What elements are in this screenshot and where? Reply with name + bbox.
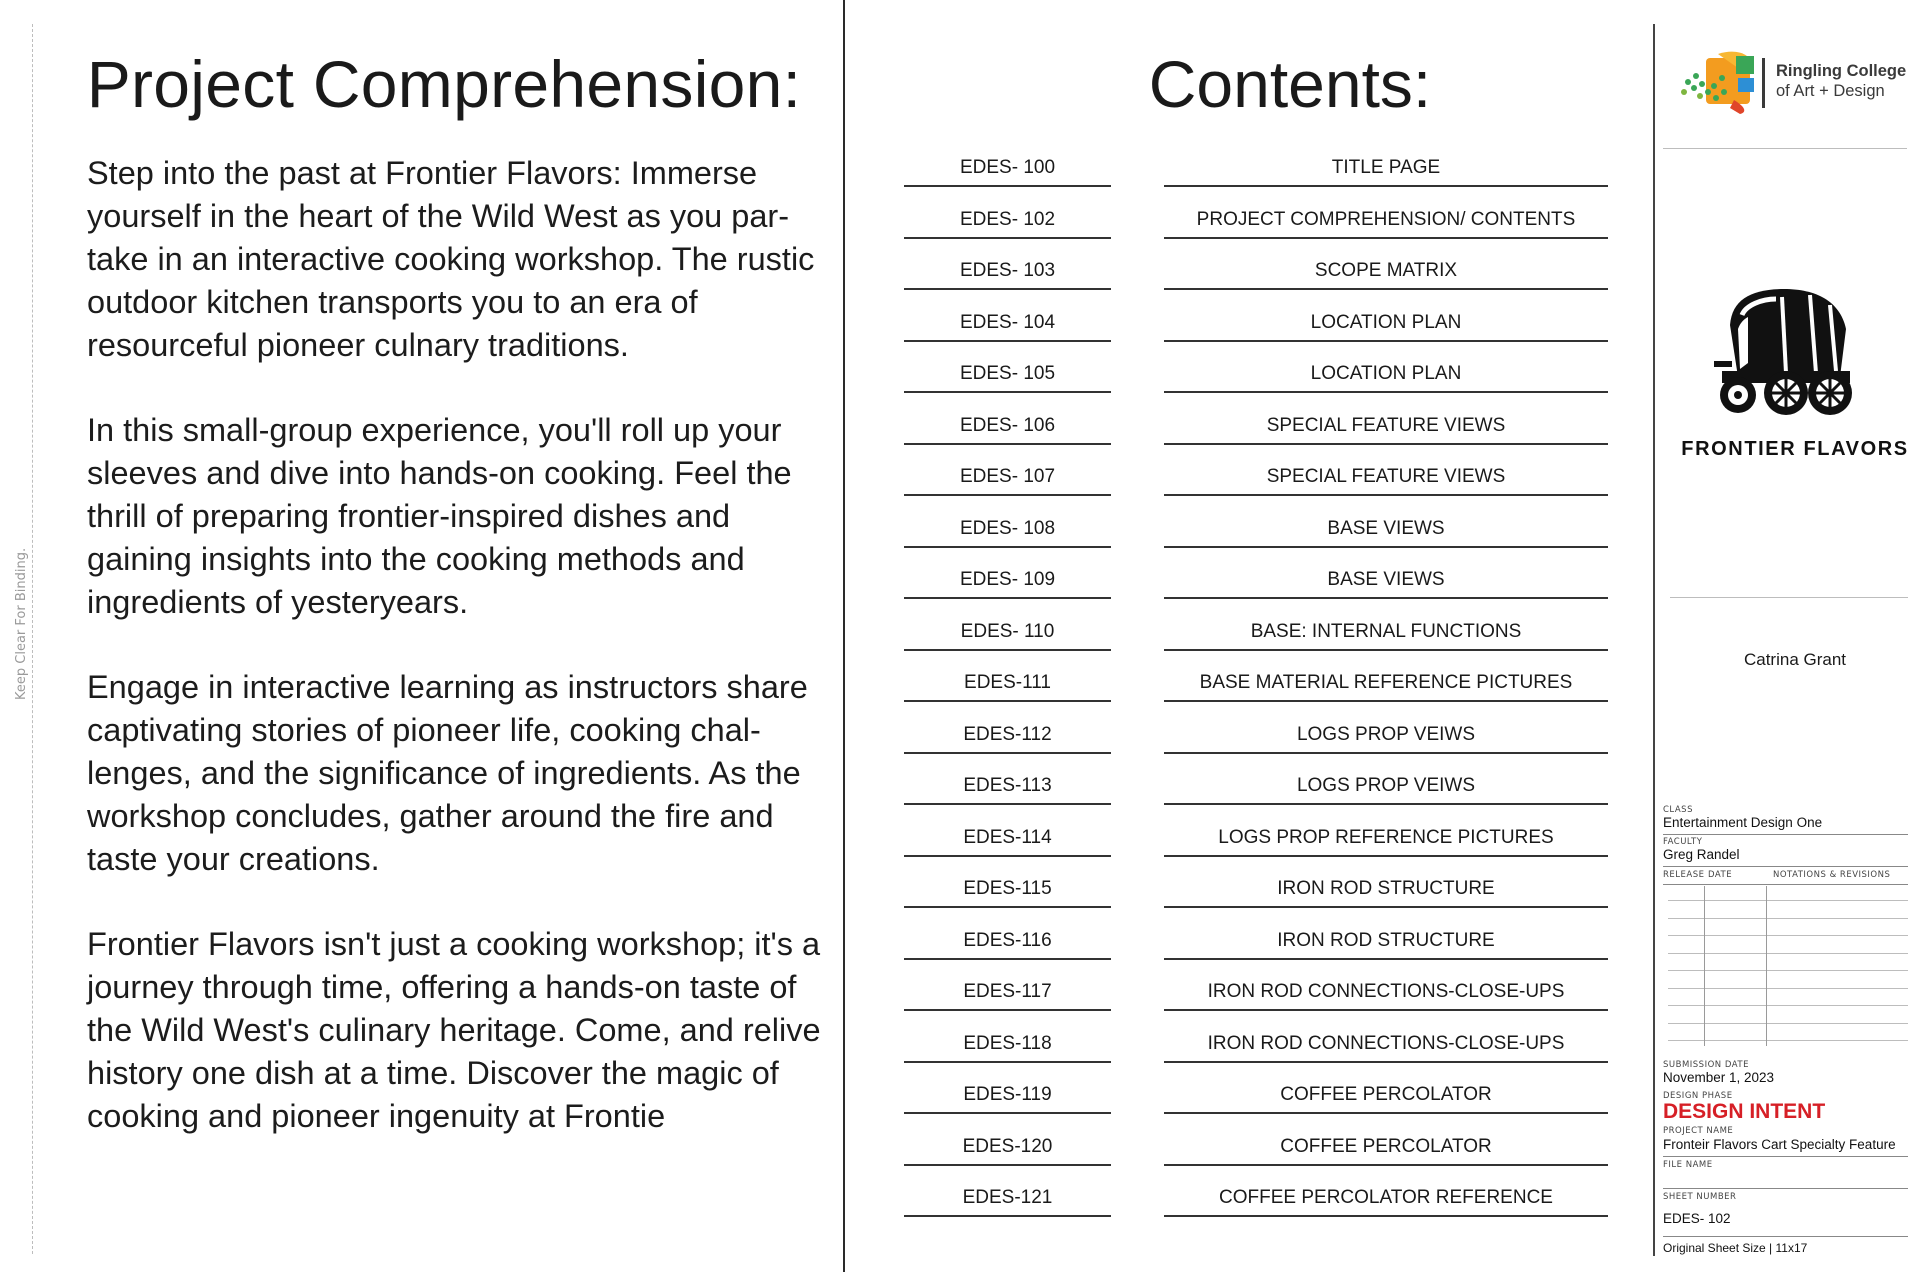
revisions-grid-column [1766,886,1767,1046]
project-comprehension-heading: Project Comprehension: [86,47,802,121]
contents-row [0,517,1620,547]
sheet-code: EDES-120 [962,1135,1053,1157]
sheet-title: IRON ROD STRUCTURE [1277,929,1495,951]
field-rule [1663,1156,1908,1157]
covered-wagon-icon [1712,285,1860,419]
contents-row [0,311,1620,341]
sheet-title: LOGS PROP REFERENCE PICTURES [1218,826,1554,848]
contents-row [0,465,1620,495]
sheet-code: EDES-121 [962,1187,1053,1208]
code-rule [904,803,1111,805]
sheet-code: EDES- 105 [959,363,1056,384]
title-rule [1164,803,1608,805]
sheet-code: EDES- 100 [959,157,1056,178]
title-block-rule [1670,597,1908,598]
sheet-title: LOCATION PLAN [1310,363,1462,384]
contents-row [0,362,1620,392]
contents-row [0,980,1620,1010]
faculty-label: FACULTY [1663,837,1703,847]
ringling-logo-icon [1678,48,1770,116]
sheet-code: EDES-117 [963,981,1052,1002]
sheet-title: IRON ROD CONNECTIONS-CLOSE-UPS [1207,1032,1565,1054]
contents-row [0,620,1620,650]
title-rule [1164,752,1608,754]
title-block-rule [1663,148,1907,149]
contents-row [0,414,1620,444]
title-rule [1164,1164,1608,1166]
sheet-title: PROJECT COMPREHENSION/ CONTENTS [1196,208,1576,230]
paragraph-3: Engage in interactive learning as instructors share captivating stories of pioneer life, cooking chal-lenges, and the significance of ingredients. As the workshop concludes, gather around the fire and taste your creations. [87,669,808,877]
sheet-code: EDES- 106 [959,414,1056,436]
field-rule [1663,1188,1908,1189]
file-name-label: FILE NAME [1663,1160,1713,1170]
project-name-value: Fronteir Flavors Cart Specialty Feature [1663,1137,1896,1152]
sheet-code: EDES-114 [963,826,1052,848]
title-rule [1164,494,1608,496]
title-rule [1164,700,1608,702]
sheet-title: BASE MATERIAL REFERENCE PICTURES [1199,672,1573,693]
code-rule [904,494,1111,496]
project-name-label: PROJECT NAME [1663,1126,1734,1136]
code-rule [904,443,1111,445]
submission-date-label: SUBMISSION DATE [1663,1060,1749,1070]
contents-row [0,208,1620,238]
notations-label: NOTATIONS & REVISIONS [1773,870,1891,880]
sheet-title: TITLE PAGE [1331,157,1441,178]
field-rule [1663,834,1908,835]
sheet-code: EDES- 102 [959,208,1056,230]
contents-row [0,774,1620,804]
title-rule [1164,340,1608,342]
code-rule [904,752,1111,754]
contents-row [0,877,1620,907]
sheet-code: EDES-111 [964,672,1051,693]
title-block-divider [1653,24,1655,1256]
title-rule [1164,1061,1608,1063]
code-rule [904,906,1111,908]
school-name: Ringling College [1776,62,1907,80]
title-rule [1164,1112,1608,1114]
title-rule [1164,958,1608,960]
code-rule [904,597,1111,599]
date-label: DATE [1708,870,1733,880]
sheet-title: BASE VIEWS [1327,517,1445,539]
sheet-code: EDES-113 [963,775,1052,796]
revisions-grid-column [1704,886,1705,1046]
title-rule [1164,649,1608,651]
contents-heading: Contents: [1148,47,1432,121]
title-rule [1164,546,1608,548]
sheet-size: Original Sheet Size | 11x17 [1663,1241,1808,1255]
sheet-code: EDES-119 [963,1084,1052,1105]
sheet-code: EDES-112 [963,723,1052,745]
code-rule [904,546,1111,548]
sheet-title: LOCATION PLAN [1310,311,1462,333]
contents-row [0,671,1620,701]
code-rule [904,340,1111,342]
sheet-title: COFFEE PERCOLATOR [1280,1084,1492,1105]
title-rule [1164,185,1608,187]
class-label: CLASS [1663,805,1693,815]
contents-row [0,156,1620,186]
code-rule [904,1164,1111,1166]
sheet-title: COFFEE PERCOLATOR REFERENCE [1219,1187,1553,1208]
designer-name: Catrina Grant [1743,650,1847,669]
code-rule [904,958,1111,960]
title-rule [1164,597,1608,599]
sheet-title: SCOPE MATRIX [1314,260,1458,281]
field-rule [1663,1236,1908,1237]
submission-date-value: November 1, 2023 [1663,1070,1775,1085]
code-rule [904,1112,1111,1114]
sheet-code: EDES-115 [963,878,1052,899]
sheet-title: BASE VIEWS [1327,569,1445,590]
title-rule [1164,288,1608,290]
sheet-title: BASE: INTERNAL FUNCTIONS [1250,620,1522,642]
code-rule [904,1061,1111,1063]
paragraph-2: In this small-group experience, you'll roll up your sleeves and dive into hands-on cooking. Feel the thrill of preparing frontier-inspired dishes and gaining insights into the cooking methods and ingredients of yesteryears. [87,412,792,620]
sheet-title: SPECIAL FEATURE VIEWS [1266,466,1506,487]
code-rule [904,185,1111,187]
sheet-title: LOGS PROP VEIWS [1296,775,1476,796]
sheet-code: EDES-118 [963,1032,1052,1054]
sheet-code: EDES-116 [963,929,1052,951]
title-rule [1164,237,1608,239]
sheet-title: IRON ROD CONNECTIONS-CLOSE-UPS [1207,981,1565,1002]
school-subname: of Art + Design [1776,82,1885,100]
code-rule [904,237,1111,239]
code-rule [904,700,1111,702]
paragraph-1: Step into the past at Frontier Flavors: Immerse yourself in the heart of the Wild West as you par-take in an interactive cooking workshop. The rustic outdoor kitchen transports you to an era of resourceful pioneer culnary traditions. [87,155,815,363]
contents-row [0,929,1620,959]
sheet-code: EDES- 104 [959,311,1056,333]
code-rule [904,649,1111,651]
title-rule [1164,855,1608,857]
contents-row [0,568,1620,598]
sheet-title: SPECIAL FEATURE VIEWS [1266,414,1506,436]
title-rule [1164,391,1608,393]
paragraph-4: Frontier Flavors isn't just a cooking workshop; it's a journey through time, offering a hands-on taste of the Wild West's culinary heritage. Come, and relive history one dish at a time. Discover the magic of cooking and pioneer ingenuity at Frontie [87,926,821,1134]
contents-row [0,1135,1620,1165]
sheet-code: EDES- 107 [959,466,1056,487]
title-rule [1164,1009,1608,1011]
sheet-code: EDES- 110 [960,620,1055,642]
sheet-number-label: SHEET NUMBER [1663,1192,1737,1202]
sheet-title: LOGS PROP VEIWS [1296,723,1476,745]
contents-row [0,723,1620,753]
contents-row [0,259,1620,289]
sheet-code: EDES- 109 [959,569,1056,590]
design-phase-label: DESIGN PHASE [1663,1091,1733,1101]
project-logo-name: FRONTIER FLAVORS [1681,438,1909,460]
code-rule [904,855,1111,857]
code-rule [904,1009,1111,1011]
field-rule [1663,884,1908,885]
release-label: RELEASE [1663,870,1705,880]
code-rule [904,391,1111,393]
sheet-code: EDES- 108 [959,517,1056,539]
binding-note: Keep Clear For Binding. [14,547,29,700]
contents-row [0,1083,1620,1113]
contents-row [0,1186,1620,1216]
title-rule [1164,1215,1608,1217]
sheet-number-value: EDES- 102 [1663,1211,1731,1226]
title-rule [1164,906,1608,908]
code-rule [904,1215,1111,1217]
code-rule [904,288,1111,290]
sheet-title: COFFEE PERCOLATOR [1280,1135,1492,1157]
design-phase-value: DESIGN INTENT [1663,1100,1826,1123]
contents-row [0,1032,1620,1062]
faculty-value: Greg Randel [1663,847,1740,862]
field-rule [1663,866,1908,867]
contents-row [0,826,1620,856]
class-value: Entertainment Design One [1663,815,1823,830]
sheet-code: EDES- 103 [959,260,1056,281]
sheet-title: IRON ROD STRUCTURE [1277,878,1495,899]
title-rule [1164,443,1608,445]
